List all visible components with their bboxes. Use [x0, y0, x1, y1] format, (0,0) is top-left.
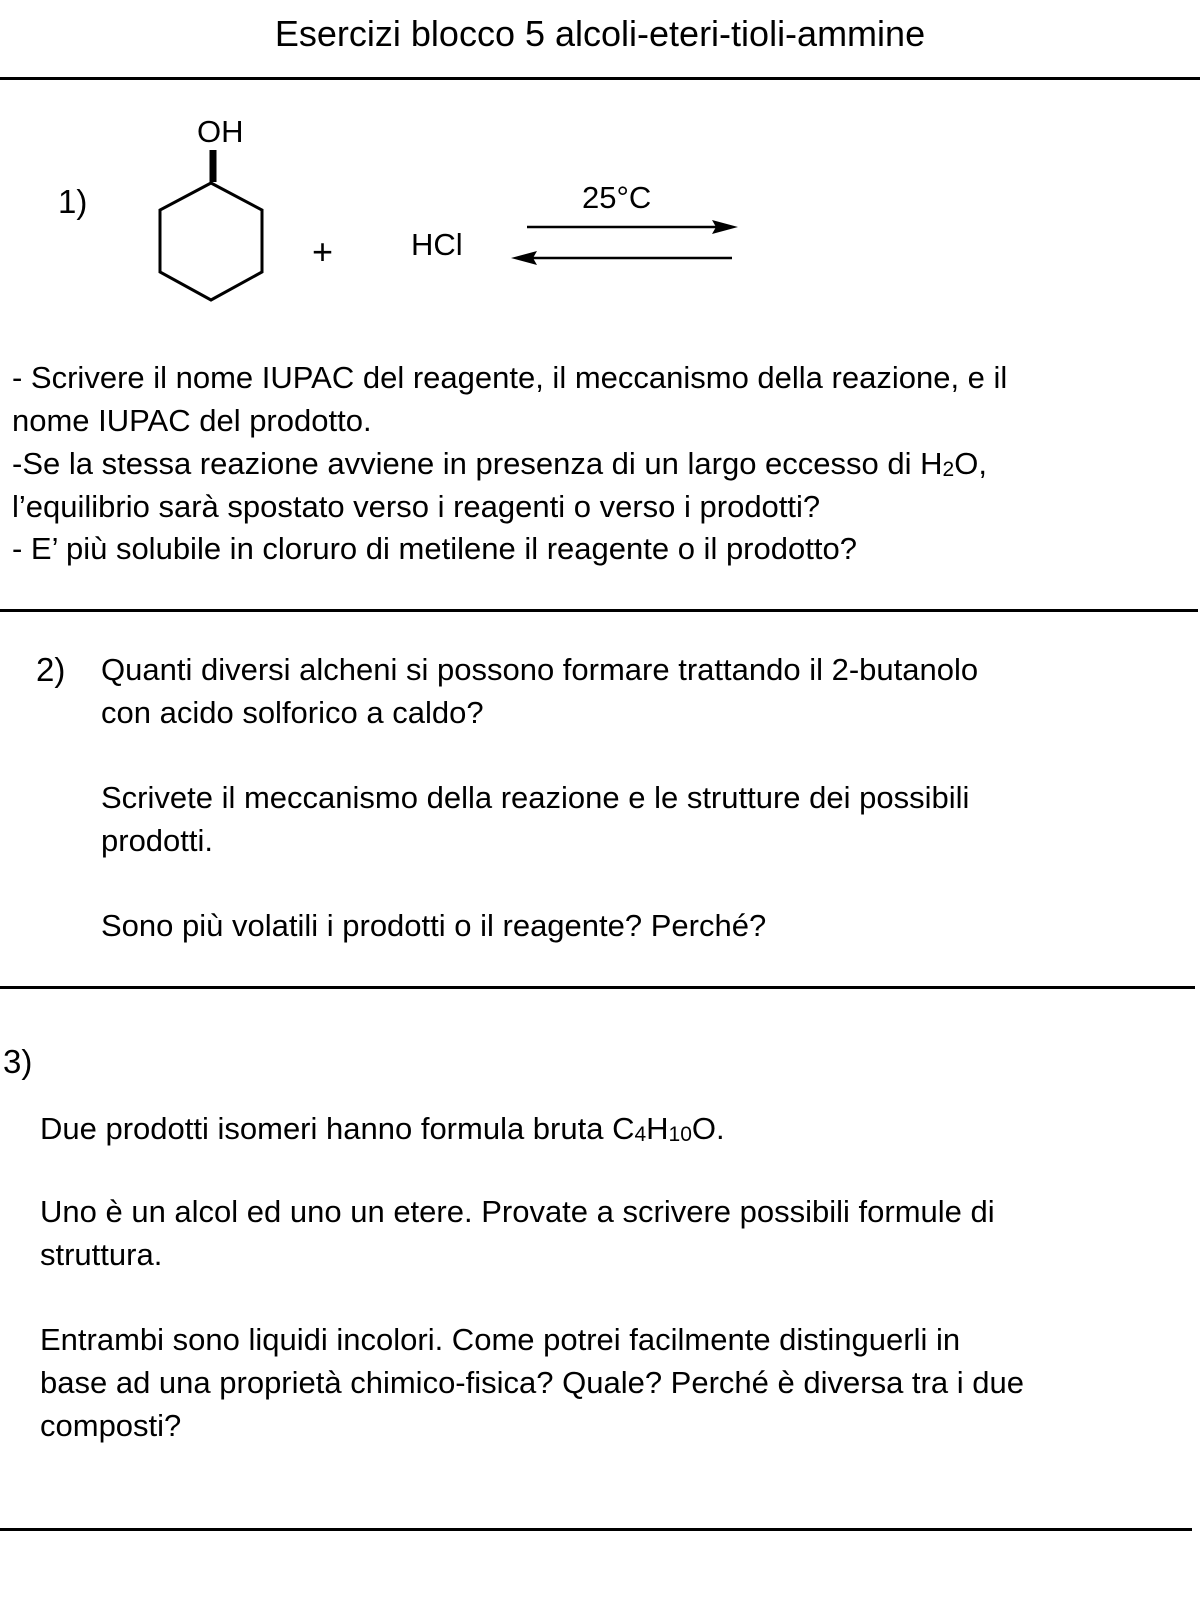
exercise-2-paragraph-2: Scrivete il meccanismo della reazione e le strutture dei possibili prodotti. [101, 780, 970, 858]
exercise-2-paragraph-1: Quanti diversi alcheni si possono formare trattando il 2-butanolo con acido solforico a caldo? [101, 652, 979, 730]
page-title: Esercizi blocco 5 alcoli-eteri-tioli-ammine [274, 13, 926, 54]
exercise-1-question-2: -Se la stessa reazione avviene in presenza di un largo eccesso di $H_2O$, l’equilibrio sarà spostato verso i reagenti o verso i prodotti? [12, 446, 987, 524]
divider-2 [0, 986, 1195, 989]
exercise-3-paragraph-2: Uno è un alcol ed uno un etere. Provate a scrivere possibili formule di struttura. [40, 1194, 995, 1272]
exercise-1-question-1: - Scrivere il nome IUPAC del reagente, il meccanismo della reazione, e il nome IUPAC del prodotto. [12, 360, 1008, 438]
divider-bottom [0, 1528, 1192, 1531]
plus-sign: + [312, 231, 334, 272]
divider-1 [0, 609, 1198, 612]
exercise-2-number: 2) [36, 651, 66, 688]
exercise-1-number: 1) [58, 183, 88, 220]
exercise-1-question-3: - E’ più solubile in cloruro di metilene il reagente o il prodotto? [12, 531, 857, 566]
exercise-2-paragraph-3: Sono più volatili i prodotti o il reagente? Perché? [101, 908, 767, 943]
reaction-scheme [0, 0, 1200, 320]
cyclohexane-ring [160, 183, 262, 300]
exercise-3-paragraph-3: Entrambi sono liquidi incolori. Come potrei facilmente distinguerli in base ad una proprietà chimico-fisica? Quale? Perché è diversa tra i due composti? [40, 1322, 1024, 1443]
reagent-hcl-label: HCl [411, 227, 463, 262]
exercise-3-number: 3) [3, 1043, 33, 1080]
reactant-oh-label: OH [197, 114, 244, 149]
exercise-3-paragraph-1: Due prodotti isomeri hanno formula bruta $C_4H_{10}O$. [40, 1111, 725, 1146]
temperature-condition: 25°C [582, 180, 652, 215]
